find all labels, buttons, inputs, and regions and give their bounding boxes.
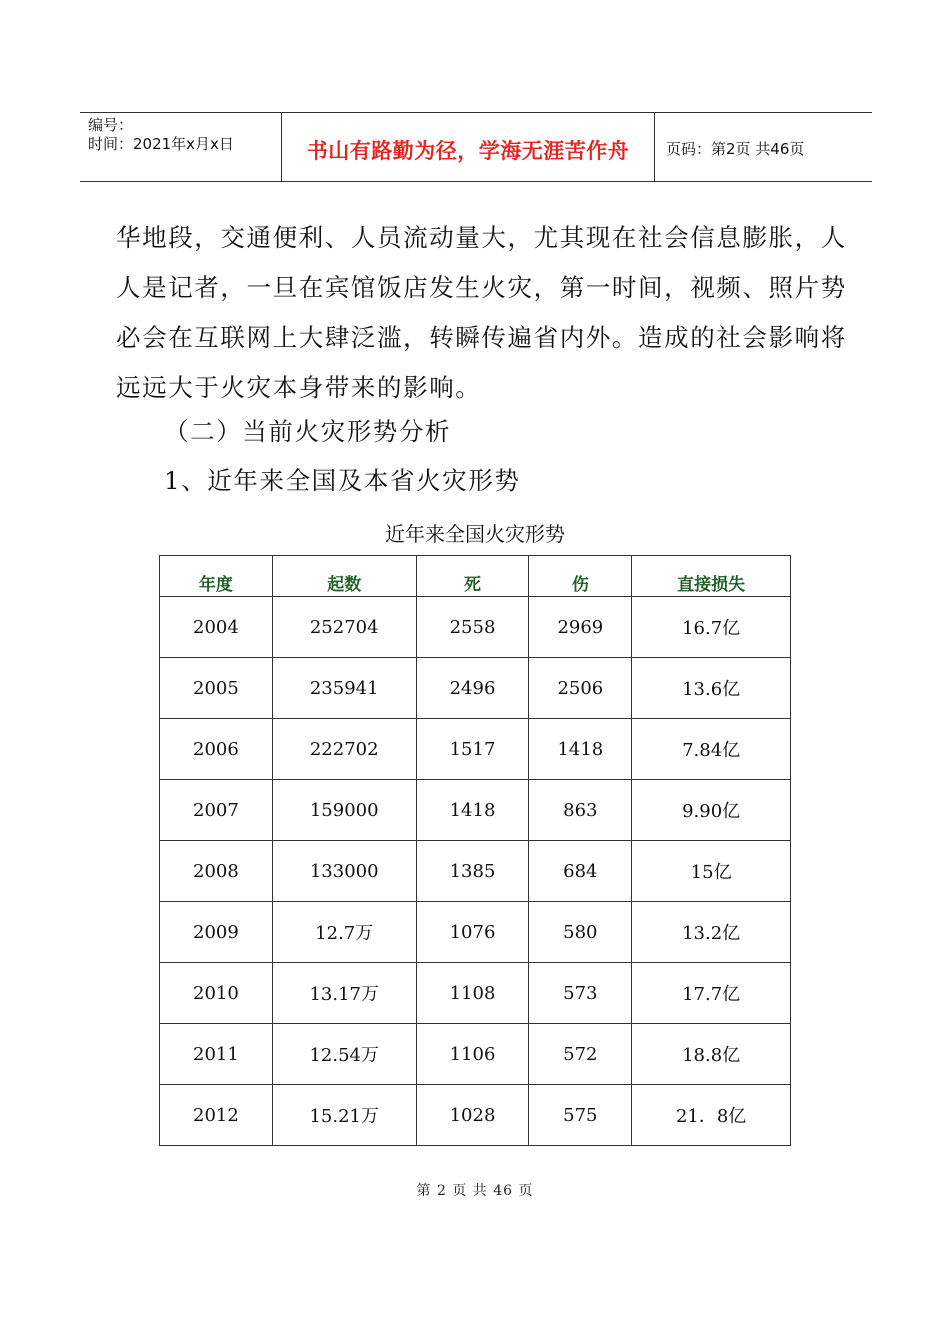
paragraph-line: 人是记者，一旦在宾馆饭店发生火灾，第一时间，视频、照片势 — [116, 273, 847, 302]
table-row — [160, 841, 791, 902]
paragraph-line: 远远大于火灾本身带来的影响。 — [116, 373, 482, 402]
table-cell: 684 — [529, 841, 632, 902]
table-cell: 2006 — [160, 719, 273, 780]
table-cell: 2005 — [160, 658, 273, 719]
paragraph-line: 必会在互联网上大肆泛滥，转瞬传遍省内外。造成的社会影响将 — [116, 323, 847, 352]
table-cell: 2007 — [160, 780, 273, 841]
table-cell: 2008 — [160, 841, 273, 902]
table-row — [160, 597, 791, 658]
table-cell: 13.2亿 — [632, 902, 791, 963]
table-cell: 1076 — [416, 902, 529, 963]
table-cell: 159000 — [272, 780, 416, 841]
subsection-heading: 1、近年来全国及本省火灾形势 — [164, 466, 521, 495]
table-cell: 13.17万 — [272, 963, 416, 1024]
table-cell: 1106 — [416, 1024, 529, 1085]
table-cell: 252704 — [272, 597, 416, 658]
table-row — [160, 963, 791, 1024]
table-row — [160, 1085, 791, 1146]
table-row — [160, 902, 791, 963]
table-cell: 2004 — [160, 597, 273, 658]
column-header: 年度 — [160, 556, 273, 597]
table-cell: 16.7亿 — [632, 597, 791, 658]
table-cell: 575 — [529, 1085, 632, 1146]
table-cell: 1418 — [416, 780, 529, 841]
header-number-label: 编号： — [88, 116, 134, 134]
table-cell: 18.8亿 — [632, 1024, 791, 1085]
table-cell: 15亿 — [632, 841, 791, 902]
table-cell: 1385 — [416, 841, 529, 902]
table-cell: 1108 — [416, 963, 529, 1024]
section-heading: （二）当前火灾形势分析 — [164, 417, 452, 446]
table-cell: 1418 — [529, 719, 632, 780]
table-cell: 2558 — [416, 597, 529, 658]
body-paragraph — [116, 213, 847, 413]
header-bottom-rule — [80, 181, 872, 182]
table-cell: 2969 — [529, 597, 632, 658]
table-row — [160, 658, 791, 719]
header-top-rule — [80, 112, 872, 113]
table-cell: 2009 — [160, 902, 273, 963]
column-header: 起数 — [272, 556, 416, 597]
table-cell: 133000 — [272, 841, 416, 902]
table-cell: 21．8亿 — [632, 1085, 791, 1146]
table-cell: 235941 — [272, 658, 416, 719]
table-cell: 573 — [529, 963, 632, 1024]
table-cell: 15.21万 — [272, 1085, 416, 1146]
column-header: 伤 — [529, 556, 632, 597]
table-cell: 2012 — [160, 1085, 273, 1146]
table-row — [160, 1024, 791, 1085]
table-cell: 7.84亿 — [632, 719, 791, 780]
table-title: 近年来全国火灾形势 — [385, 522, 565, 546]
table-cell: 572 — [529, 1024, 632, 1085]
header-motto: 书山有路勤为径，学海无涯苦作舟 — [306, 139, 630, 163]
table-cell: 222702 — [272, 719, 416, 780]
column-header: 直接损失 — [632, 556, 791, 597]
fire-statistics-table — [159, 555, 791, 1146]
table-cell: 1517 — [416, 719, 529, 780]
header-divider-right — [654, 113, 655, 181]
table-cell: 13.6亿 — [632, 658, 791, 719]
table-cell: 2010 — [160, 963, 273, 1024]
header-time-label: 时间：2021年x月x日 — [88, 135, 234, 153]
table-cell: 17.7亿 — [632, 963, 791, 1024]
table-cell: 863 — [529, 780, 632, 841]
table-cell: 9.90亿 — [632, 780, 791, 841]
table-header-row — [160, 556, 791, 597]
table-cell: 2506 — [529, 658, 632, 719]
table-cell: 12.54万 — [272, 1024, 416, 1085]
paragraph-line: 华地段，交通便利、人员流动量大，尤其现在社会信息膨胀，人 — [116, 223, 847, 252]
table-cell: 12.7万 — [272, 902, 416, 963]
table-cell: 2011 — [160, 1024, 273, 1085]
column-header: 死 — [416, 556, 529, 597]
table-cell: 1028 — [416, 1085, 529, 1146]
page-footer: 第 2 页 共 46 页 — [416, 1183, 534, 1199]
table-row — [160, 719, 791, 780]
table-cell: 2496 — [416, 658, 529, 719]
header-page-info: 页码：第2页 共46页 — [666, 140, 805, 158]
table-row — [160, 780, 791, 841]
header-meta — [88, 116, 234, 154]
table-cell: 580 — [529, 902, 632, 963]
